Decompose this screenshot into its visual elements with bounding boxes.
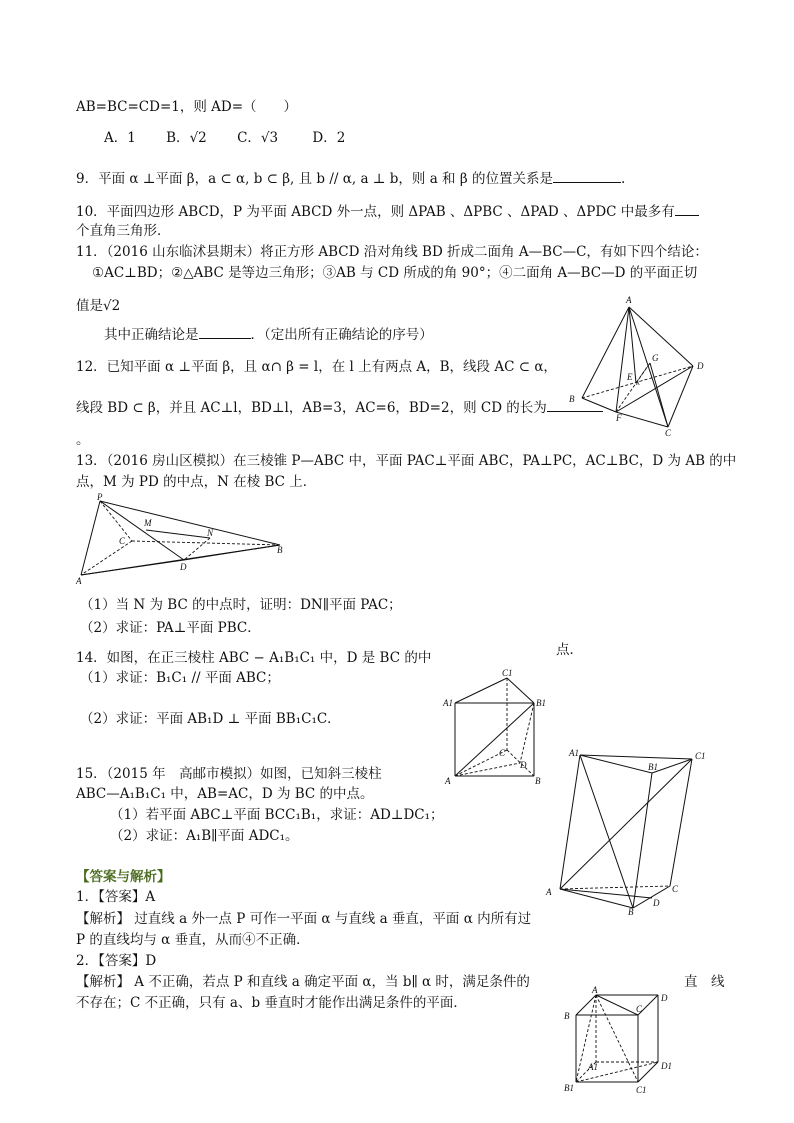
fig14-label-b: B	[535, 776, 541, 786]
q8-option-c-value: √3	[260, 130, 279, 146]
fig11-label-k: K	[636, 381, 641, 387]
q15-line1: 15．（2015 年 高邮市模拟）如图，已知斜三棱柱	[76, 766, 382, 782]
q8-options	[104, 129, 345, 147]
fig16-label-d: D	[661, 993, 668, 1003]
fig16-label-c1: C1	[636, 1085, 647, 1095]
fig14-label-a: A	[445, 776, 451, 786]
fig13-label-n: N	[207, 528, 214, 538]
q9-text: 9．平面 α ⊥平面 β，a ⊂ α, b ⊂ β, 且 b // α, a ⊥ b，则 a 和 β 的位置关系是	[76, 171, 553, 187]
fig11-label-b: B	[569, 394, 575, 404]
figure-answer2-cube	[558, 985, 688, 1097]
fig14-label-b1: B1	[536, 698, 546, 708]
q11-line3-value: √2	[103, 298, 121, 314]
answers-header: 【答案与解析】	[76, 869, 171, 885]
q11-line4	[104, 326, 433, 344]
q11-line4-text: 其中正确结论是	[104, 327, 199, 343]
q12-line1: 12．已知平面 α ⊥平面 β，且 α∩ β = l，在 l 上有两点 A，B，线段 AC ⊂ α，	[76, 359, 557, 375]
q12-line3: 。	[76, 432, 90, 448]
q13-line2: 点，M 为 PD 的中点，N 在棱 BC 上．	[76, 474, 317, 490]
q8-option-b-label: B．	[166, 130, 190, 146]
q10-answer-blank[interactable]	[675, 215, 699, 216]
fig13-label-c: C	[119, 536, 126, 546]
answer-1-explanation-2: P 的直线均与 α 垂直，从而④不正确．	[76, 932, 310, 948]
q8-option-c-label: C．	[237, 130, 261, 146]
answer-2-explanation-1-tail: 直 线	[684, 974, 725, 990]
fig15-label-c1: C1	[695, 751, 706, 761]
fig15-label-d: D	[653, 898, 660, 908]
figure-q15-oblique-prism	[540, 745, 715, 915]
fig11-label-d: D	[697, 361, 704, 371]
q10-text: 10．平面四边形 ABCD，P 为平面 ABCD 外一点，则 ΔPAB 、ΔPBC 、ΔPAD 、ΔPDC 中最多有	[76, 204, 675, 220]
q15-sub2: （2）求证：A₁B∥平面 ADC₁。	[110, 828, 299, 844]
q13-sub2: （2）求证：PA⊥平面 PBC．	[80, 620, 261, 636]
fig11-label-a: A	[626, 295, 632, 305]
q8-option-a: A．1	[104, 130, 136, 146]
fig13-label-a: A	[76, 576, 82, 586]
q12-answer-blank[interactable]	[547, 411, 603, 412]
fig15-label-b1: B1	[648, 762, 658, 772]
fig14-label-a1: A1	[443, 698, 453, 708]
answer-1-explanation-1: 【解析】 过直线 a 外一点 P 可作一平面 α 与直线 a 垂直，平面 α 内所有过	[76, 911, 532, 927]
q11-line1: 11．（2016 山东临沭县期末）将正方形 ABCD 沿对角线 BD 折成二面角 A—BC—C，有如下四个结论：	[76, 244, 708, 260]
fig13-label-b: B	[277, 545, 283, 555]
q15-line2: ABC—A₁B₁C₁ 中，AB=AC，D 为 BC 的中点。	[76, 786, 374, 802]
q13-sub1: （1）当 N 为 BC 的中点时，证明：DN∥平面 PAC；	[80, 597, 402, 613]
q14-tail: 点．	[556, 642, 583, 658]
fig15-label-a1: A1	[569, 748, 579, 758]
fig13-label-m: M	[144, 518, 152, 528]
answer-2-explanation-1: 【解析】 A 不正确，若点 P 和直线 a 确定平面 α，当 b∥ α 时，满足条件的	[76, 974, 530, 990]
fig11-label-g: G	[652, 353, 659, 363]
q12-line2	[76, 399, 603, 417]
fig15-label-b: B	[628, 907, 634, 917]
q10-line2: 个直角三角形．	[76, 223, 171, 239]
q14-sub1: （1）求证：B₁C₁ // 平面 ABC；	[80, 670, 280, 686]
fig15-label-a: A	[546, 887, 552, 897]
fig14-label-c: C	[499, 748, 506, 758]
fig16-label-c: C	[636, 1004, 643, 1014]
answer-1: 1．【答案】A	[76, 889, 156, 905]
q14-sub2: （2）求证：平面 AB₁D ⊥ 平面 BB₁C₁C．	[80, 711, 341, 727]
fig11-label-e: E	[627, 372, 633, 382]
figure-q11-folded-square	[560, 295, 720, 440]
fig16-label-a: A	[592, 985, 598, 995]
q11-line4-end: ．（定出所有正确结论的序号）	[250, 327, 433, 343]
q9	[76, 170, 625, 188]
fig13-label-p: P	[97, 492, 103, 502]
q10-line1	[76, 203, 699, 221]
figure-q13-pyramid	[76, 492, 291, 584]
fig14-label-c1: C1	[502, 668, 513, 678]
q11-line3-prefix: 值是	[76, 298, 103, 314]
fig16-label-a1: A1	[588, 1062, 598, 1072]
q11-line2: ①AC⊥BD；②△ABC 是等边三角形；③AB 与 CD 所成的角 90°；④二面角 A—BC—D 的平面正切	[92, 265, 698, 281]
q8-option-d: D．2	[312, 130, 346, 146]
q11-line3	[76, 297, 120, 315]
fig16-label-b1: B1	[564, 1083, 574, 1093]
q8-option-b-value: √2	[189, 130, 207, 146]
figure-q14-prism	[440, 668, 550, 790]
q9-end: .	[620, 171, 626, 187]
answer-2-explanation-2: 不存在；C 不正确，只有 a、b 垂直时才能作出满足条件的平面．	[76, 995, 467, 1011]
fig15-label-c: C	[672, 884, 679, 894]
fig13-label-d: D	[180, 562, 187, 572]
fig16-label-b: B	[564, 1011, 570, 1021]
q13-line1: 13．（2016 房山区模拟）在三棱锥 P—ABC 中，平面 PAC⊥平面 ABC，PA⊥PC，AC⊥BC，D 为 AB 的中	[76, 453, 737, 469]
q8-stem: AB=BC=CD=1，则 AD=（ ）	[76, 99, 298, 115]
q11-answer-blank[interactable]	[199, 338, 251, 339]
q12-text: 线段 BD ⊂ β，并且 AC⊥l，BD⊥l，AB=3，AC=6，BD=2，则 CD 的长为	[76, 400, 547, 416]
fig16-label-d1: D1	[661, 1061, 672, 1071]
fig11-label-c: C	[665, 428, 672, 438]
fig11-label-f: F	[616, 413, 622, 423]
fig14-label-d: D	[520, 760, 527, 770]
answer-2: 2．【答案】D	[76, 953, 157, 969]
q15-sub1: （1）若平面 ABC⊥平面 BCC₁B₁，求证：AD⊥DC₁；	[110, 807, 444, 823]
q9-answer-blank[interactable]	[553, 182, 621, 183]
q14-line1: 14．如图，在正三棱柱 ABC − A₁B₁C₁ 中，D 是 BC 的中	[76, 650, 432, 666]
